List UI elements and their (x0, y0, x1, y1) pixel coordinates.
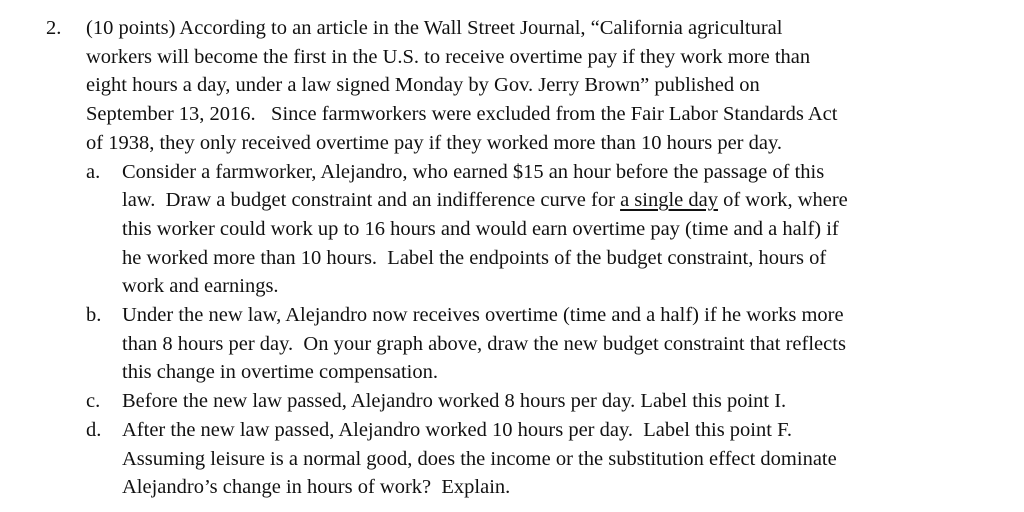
part-line-segment: of work, where (717, 189, 848, 212)
part-letter: c. (86, 390, 101, 413)
part-b (86, 301, 1006, 387)
stem-line: eight hours a day, under a law signed Monday by Gov. Jerry Brown” published on (86, 74, 760, 97)
part-letter: b. (86, 304, 102, 327)
part-line: this worker could work up to 16 hours and would earn overtime pay (time and a half) if (122, 217, 839, 240)
question-2 (46, 14, 1006, 502)
question-number: 2. (46, 17, 62, 39)
sub-questions (46, 158, 1006, 502)
part-text (122, 416, 1006, 502)
stem-line: workers will become the first in the U.S. to receive overtime pay if they work more than (86, 45, 811, 68)
part-line: than 8 hours per day. On your graph above, draw the new budget constraint that reflects (122, 332, 846, 355)
part-line: Assuming leisure is a normal good, does the income or the substitution effect dominate (122, 447, 837, 470)
part-text (122, 387, 1006, 416)
part-c (86, 387, 1006, 416)
part-line: this change in overtime compensation. (122, 361, 438, 384)
stem-line: September 13, 2016. Since farmworkers were excluded from the Fair Labor Standards Act (86, 103, 838, 126)
part-line-with-emphasis (122, 186, 1006, 215)
question-header (46, 14, 1006, 158)
stem-line: (10 points) According to an article in the Wall Street Journal, “California agricultural (86, 17, 783, 39)
part-letter: a. (86, 160, 101, 183)
part-line: he worked more than 10 hours. Label the endpoints of the budget constraint, hours of (122, 246, 827, 269)
part-d (86, 416, 1006, 502)
stem-line: of 1938, they only received overtime pay if they worked more than 10 hours per day. (86, 131, 783, 154)
part-text (122, 158, 1006, 302)
part-line: Under the new law, Alejandro now receives overtime (time and a half) if he works more (122, 304, 844, 327)
part-line: After the new law passed, Alejandro worked 10 hours per day. Label this point F. (122, 418, 792, 441)
part-text (122, 301, 1006, 387)
underlined-phrase: a single day (620, 189, 718, 212)
part-line: Alejandro’s change in hours of work? Explain. (122, 476, 511, 499)
part-letter: d. (86, 418, 102, 441)
part-a (86, 158, 1006, 302)
part-line: work and earnings. (122, 275, 279, 298)
part-line: Consider a farmworker, Alejandro, who earned $15 an hour before the passage of this (122, 160, 825, 183)
part-line: Before the new law passed, Alejandro worked 8 hours per day. Label this point I. (122, 390, 787, 413)
question-stem (86, 14, 1006, 158)
part-line-segment: law. Draw a budget constraint and an indifference curve for (122, 189, 621, 212)
